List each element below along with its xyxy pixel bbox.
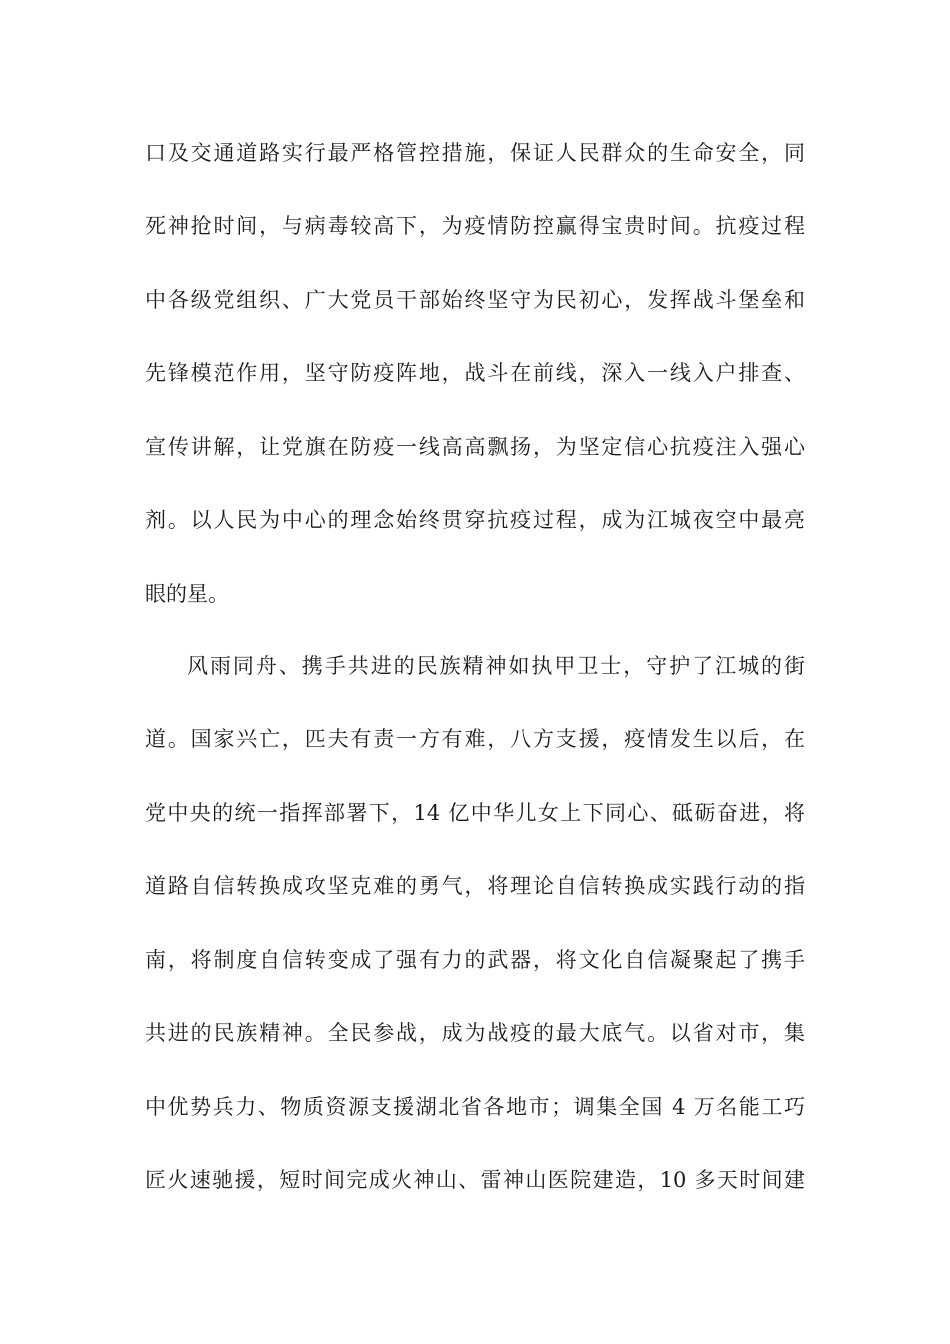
- text-line: 剂。以人民为中心的理念始终贯穿抗疫过程，成为江城夜空中最亮: [145, 508, 805, 532]
- text-line: 口及交通道路实行最严格管控措施，保证人民群众的生命安全，同: [145, 141, 805, 165]
- text-line: 宣传讲解，让党旗在防疫一线高高飘扬，为坚定信心抗疫注入强心: [145, 435, 805, 459]
- text-line: 匠火速驰援，短时间完成火神山、雷神山医院建造，10 多天时间建: [145, 1168, 805, 1192]
- text-line: 道路自信转换成攻坚克难的勇气，将理论自信转换成实践行动的指: [145, 874, 805, 898]
- text-line: 中各级党组织、广大党员干部始终坚守为民初心，发挥战斗堡垒和: [145, 288, 805, 312]
- text-line: 死神抢时间，与病毒较高下，为疫情防控赢得宝贵时间。抗疫过程: [145, 214, 805, 238]
- text-line: 先锋模范作用，坚守防疫阵地，战斗在前线，深入一线入户排查、: [145, 361, 805, 385]
- text-line: 党中央的统一指挥部署下，14 亿中华儿女上下同心、砥砺奋进，将: [145, 801, 805, 825]
- text-line: 共进的民族精神。全民参战，成为战疫的最大底气。以省对市，集: [145, 1021, 805, 1045]
- text-line: 道。国家兴亡，匹夫有责一方有难，八方支援，疫情发生以后，在: [145, 727, 805, 751]
- text-line: 眼的星。: [145, 582, 229, 606]
- text-line: 南，将制度自信转变成了强有力的武器，将文化自信凝聚起了携手: [145, 948, 805, 972]
- text-line: 中优势兵力、物质资源支援湖北省各地市；调集全国 4 万名能工巧: [145, 1095, 805, 1119]
- paragraph-first-line: 风雨同舟、携手共进的民族精神如执甲卫士，守护了江城的街: [187, 654, 805, 678]
